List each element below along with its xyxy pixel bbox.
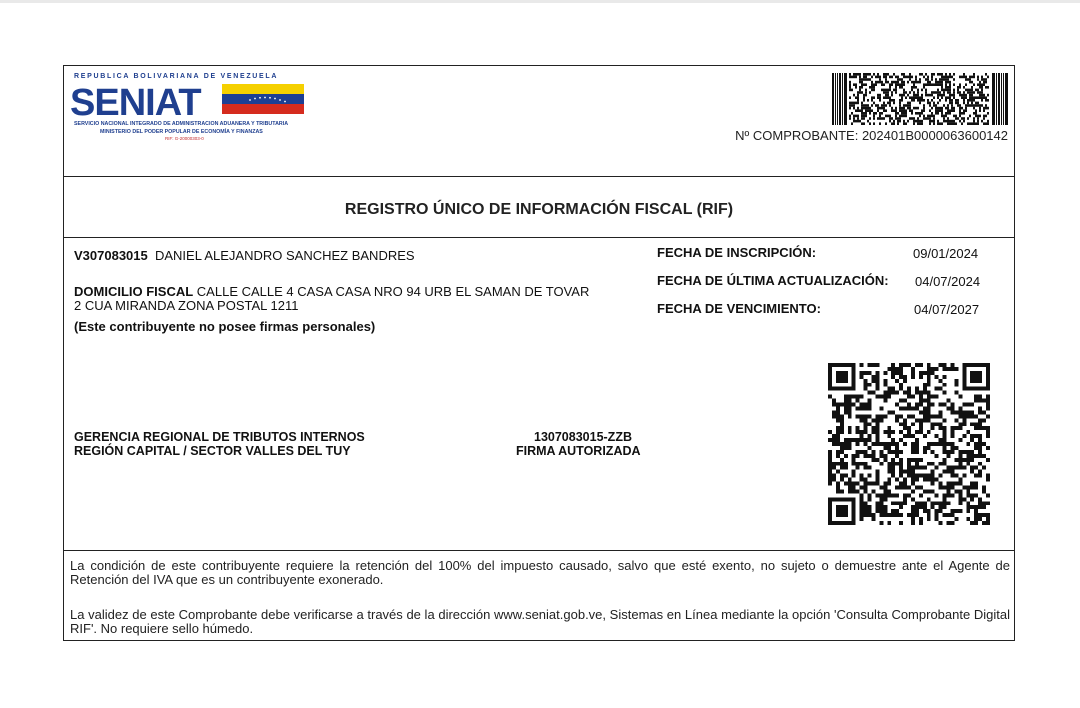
- firmas-note: (Este contribuyente no posee firmas personales): [74, 319, 376, 334]
- fecha-actualizacion-value: 04/07/2024: [915, 274, 981, 289]
- fecha-inscripcion-label: FECHA DE INSCRIPCIÓN:: [657, 245, 817, 260]
- domicilio-line2: 2 CUA MIRANDA ZONA POSTAL 1211: [74, 298, 299, 313]
- wordmark-text: SENIAT: [70, 82, 201, 121]
- domicilio-fiscal: [74, 284, 589, 299]
- seniat-logo: [70, 73, 310, 143]
- certificate-header: [64, 66, 1014, 177]
- comprobante-number: [735, 128, 1008, 143]
- title-bar: [64, 177, 1014, 238]
- firma-label: FIRMA AUTORIZADA: [516, 444, 641, 458]
- logo-country-text: REPUBLICA BOLIVARIANA DE VENEZUELA: [74, 73, 279, 80]
- taxpayer-identity: [74, 248, 415, 263]
- barcode-icon: [832, 73, 1010, 125]
- logo-rif: RIF: G-20000303-0: [165, 136, 204, 141]
- comprobante-value: 202401B0000063600142: [861, 128, 1008, 143]
- certificate-footer: [64, 551, 1014, 641]
- gerencia-line1: GERENCIA REGIONAL DE TRIBUTOS INTERNOS: [74, 430, 365, 444]
- rif-certificate: [63, 65, 1015, 641]
- domicilio-label: DOMICILIO FISCAL: [74, 284, 194, 299]
- domicilio-line1: CALLE CALLE 4 CASA CASA NRO 94 URB EL SAMAN DE TOVAR: [196, 284, 590, 299]
- taxpayer-name: DANIEL ALEJANDRO SANCHEZ BANDRES: [154, 248, 415, 263]
- retention-notice: La condición de este contribuyente requiere la retención del 100% del impuesto causado, salvo que esté exento, no sujeto o demuestre ante el Agente de Retención del IVA que es un contribuyente exonerado.: [70, 558, 1010, 587]
- firma-code: 1307083015-ZZB: [534, 430, 632, 444]
- taxpayer-rif: V307083015: [74, 248, 148, 263]
- fecha-vencimiento-label: FECHA DE VENCIMIENTO:: [657, 301, 821, 316]
- logo-ministry: MINISTERIO DEL PODER POPULAR DE ECONOMÍA Y FINANZAS: [100, 129, 263, 135]
- fecha-inscripcion-value: 09/01/2024: [913, 246, 979, 261]
- seniat-wordmark: [70, 81, 306, 121]
- comprobante-label: Nº COMPROBANTE:: [735, 128, 859, 143]
- certificate-body: [64, 238, 1014, 551]
- qr-code-icon: [828, 363, 990, 525]
- document-title: REGISTRO ÚNICO DE INFORMACIÓN FISCAL (RIF): [344, 201, 734, 218]
- top-edge-line: [0, 0, 1080, 3]
- gerencia-line2: REGIÓN CAPITAL / SECTOR VALLES DEL TUY: [74, 444, 351, 458]
- logo-service-name: SERVICIO NACIONAL INTEGRADO DE ADMINISTRACION ADUANERA Y TRIBUTARIA: [74, 121, 289, 127]
- validity-notice: La validez de este Comprobante debe verificarse a través de la dirección www.seniat.gob.ve, Sistemas en Línea mediante la opción 'Consulta Comprobante Digital RIF'. No requiere sello húmedo.: [70, 607, 1010, 636]
- fecha-vencimiento-value: 04/07/2027: [914, 302, 980, 317]
- fecha-actualizacion-label: FECHA DE ÚLTIMA ACTUALIZACIÓN:: [657, 273, 889, 288]
